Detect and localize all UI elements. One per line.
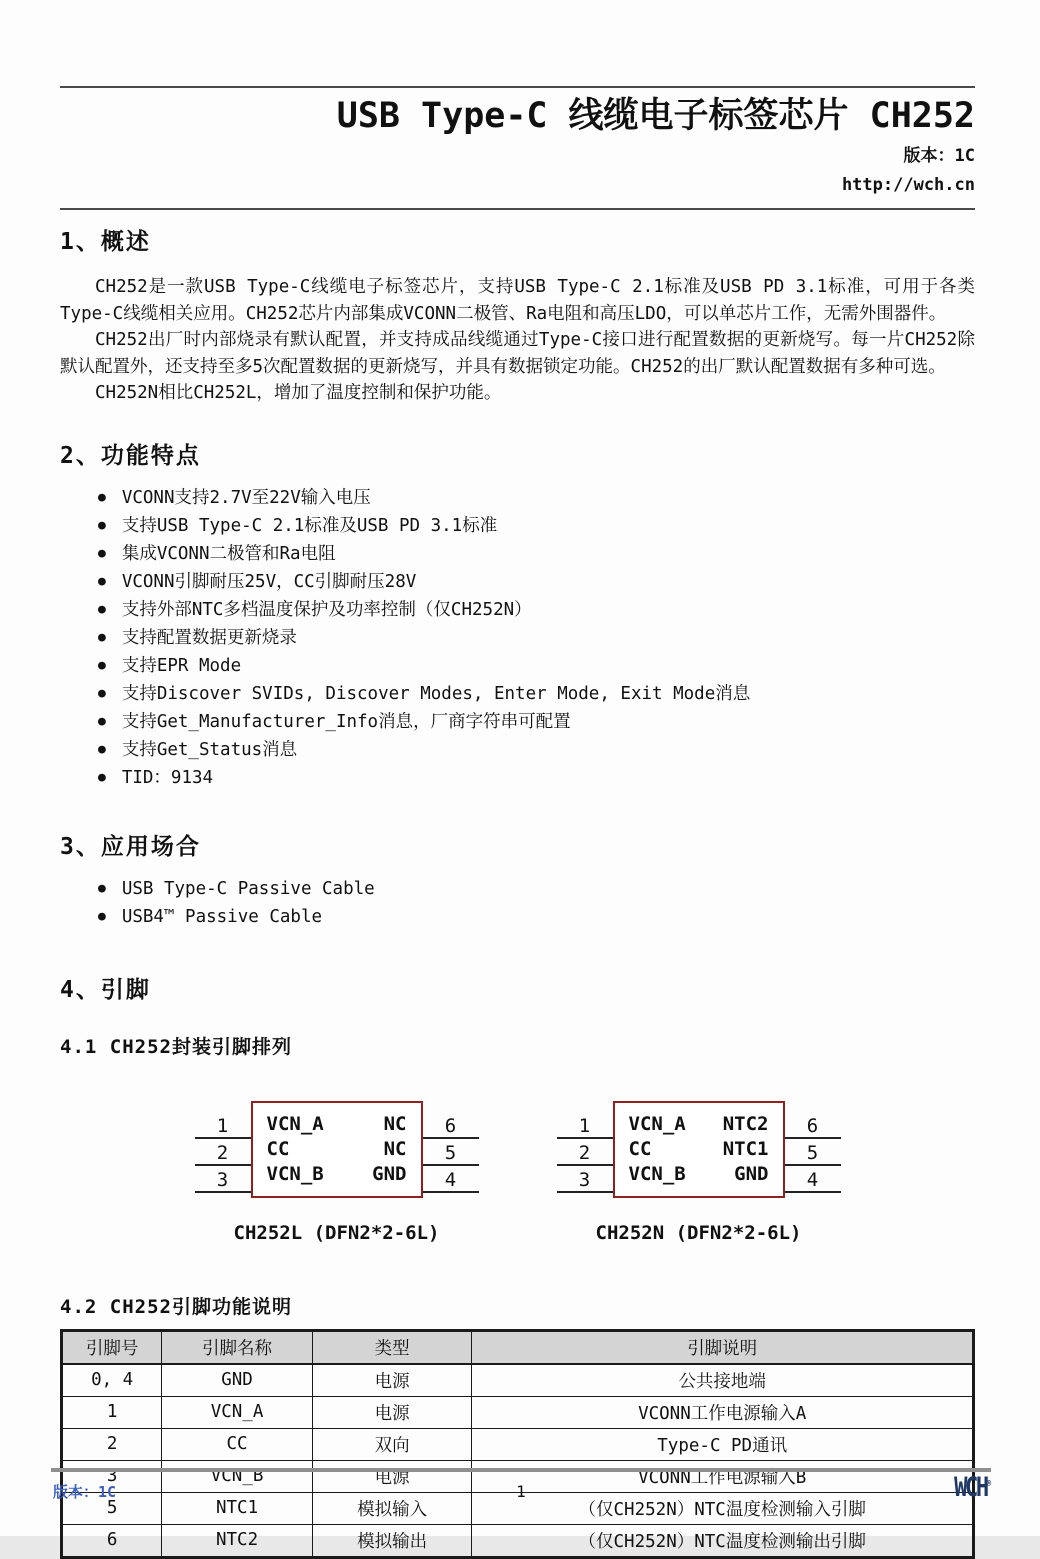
pin-label: GND bbox=[372, 1163, 407, 1185]
pin-number: 4 bbox=[423, 1168, 479, 1193]
cell-pin-name: NTC2 bbox=[162, 1524, 312, 1557]
pin-label: VCN_A bbox=[266, 1113, 324, 1135]
bullet-icon: ● bbox=[98, 685, 106, 701]
pin-label: CC bbox=[628, 1138, 652, 1160]
cell-pin-desc: （仅CH252N）NTC温度检测输出引脚 bbox=[472, 1524, 974, 1557]
feature-text: 集成VCONN二极管和Ra电阻 bbox=[121, 543, 336, 564]
pin-label: VCN_B bbox=[628, 1163, 686, 1185]
pin-label: CC bbox=[266, 1138, 290, 1160]
cell-pin-desc: 公共接地端 bbox=[472, 1364, 974, 1397]
pin-number: 2 bbox=[195, 1141, 251, 1166]
bullet-icon: ● bbox=[98, 517, 106, 533]
cell-pin-type: 双向 bbox=[312, 1428, 472, 1460]
footer-version: 版本：1C bbox=[53, 1483, 117, 1501]
cell-pin-name: NTC1 bbox=[162, 1492, 312, 1524]
pin-label: GND bbox=[734, 1163, 769, 1185]
overview-paragraph: CH252是一款USB Type-C线缆电子标签芯片，支持USB Type-C 2.1标准及USB PD 3.1标准，可用于各类Type-C线缆相关应用。CH252芯片内部集成VCONN二极管、Ra电阻和高压LDO，可以单芯片工作，无需外围器件。 bbox=[60, 277, 975, 324]
website-link[interactable]: http://wch.cn bbox=[841, 175, 975, 196]
cell-pin-number: 0, 4 bbox=[62, 1364, 162, 1397]
list-item bbox=[98, 764, 975, 792]
pin-label: VCN_B bbox=[266, 1163, 324, 1185]
pin-function-table bbox=[60, 1329, 975, 1559]
feature-text: 支持EPR Mode bbox=[121, 655, 242, 676]
bullet-icon: ● bbox=[98, 573, 106, 589]
pin-label: NTC1 bbox=[722, 1138, 769, 1160]
list-item bbox=[98, 736, 975, 764]
left-pin-numbers bbox=[195, 1114, 251, 1195]
cell-pin-type: 模拟输出 bbox=[312, 1524, 472, 1557]
pin-number: 6 bbox=[423, 1114, 479, 1139]
list-item bbox=[98, 680, 975, 708]
pin-label: NC bbox=[383, 1138, 407, 1160]
cell-pin-type: 模拟输入 bbox=[312, 1492, 472, 1524]
pin-number: 3 bbox=[195, 1168, 251, 1193]
registered-mark-icon: ® bbox=[986, 1479, 991, 1489]
pin-diagram-ch252l bbox=[195, 1101, 479, 1244]
table-row bbox=[62, 1428, 974, 1460]
overview-paragraph: CH252出厂时内部烧录有默认配置，并支持成品线缆通过Type-C接口进行配置数据的更新烧写。每一片CH252除默认配置外，还支持至多5次配置数据的更新烧写，并具有数据锁定功能。CH252的出厂默认配置数据有多种可选。 bbox=[60, 330, 975, 377]
bullet-icon: ● bbox=[98, 629, 106, 645]
page-number: 1 bbox=[516, 1482, 526, 1501]
bullet-icon: ● bbox=[98, 601, 106, 617]
pin-number: 6 bbox=[785, 1114, 841, 1139]
pin-label: NTC2 bbox=[722, 1113, 769, 1135]
table-row bbox=[62, 1396, 974, 1428]
bullet-icon: ● bbox=[98, 489, 106, 505]
list-item bbox=[98, 484, 975, 512]
column-header: 引脚号 bbox=[62, 1330, 162, 1364]
section-overview-heading: 1、概述 bbox=[60, 229, 151, 255]
cell-pin-name: VCN_B bbox=[162, 1460, 312, 1492]
cell-pin-number: 6 bbox=[62, 1524, 162, 1557]
cell-pin-desc: VCONN工作电源输入B bbox=[472, 1460, 974, 1492]
pin-number: 2 bbox=[557, 1141, 613, 1166]
version-label: 版本：1C bbox=[903, 145, 975, 166]
wch-logo-text: WCH bbox=[953, 1472, 987, 1503]
list-item bbox=[98, 568, 975, 596]
cell-pin-number: 1 bbox=[62, 1396, 162, 1428]
header-rule bbox=[60, 208, 975, 210]
page-footer bbox=[51, 1468, 991, 1504]
section-applications-heading: 3、应用场合 bbox=[60, 833, 201, 860]
application-text: USB Type-C Passive Cable bbox=[121, 878, 375, 899]
section-pins-heading: 4、引脚 bbox=[60, 976, 151, 1003]
feature-text: 支持外部NTC多档温度保护及功率控制（仅CH252N） bbox=[121, 599, 532, 620]
column-header: 引脚说明 bbox=[472, 1330, 974, 1364]
pin-diagram-ch252n bbox=[557, 1101, 841, 1244]
cell-pin-number: 3 bbox=[62, 1460, 162, 1492]
column-header: 类型 bbox=[312, 1330, 472, 1364]
bullet-icon: ● bbox=[98, 545, 106, 561]
pin-number: 1 bbox=[195, 1114, 251, 1139]
cell-pin-desc: （仅CH252N）NTC温度检测输入引脚 bbox=[472, 1492, 974, 1524]
footer-rule bbox=[51, 1468, 991, 1472]
overview-paragraph: CH252N相比CH252L，增加了温度控制和保护功能。 bbox=[95, 383, 502, 403]
list-item bbox=[98, 903, 975, 931]
applications-list bbox=[98, 875, 975, 931]
cell-pin-name: VCN_A bbox=[162, 1396, 312, 1428]
cell-pin-type: 电源 bbox=[312, 1460, 472, 1492]
list-item bbox=[98, 708, 975, 736]
pin-function-heading: 4.2 CH252引脚功能说明 bbox=[60, 1295, 292, 1318]
table-row bbox=[62, 1364, 974, 1397]
bullet-icon: ● bbox=[98, 657, 106, 673]
pin-number: 5 bbox=[423, 1141, 479, 1166]
pin-number: 1 bbox=[557, 1114, 613, 1139]
cell-pin-type: 电源 bbox=[312, 1396, 472, 1428]
right-pin-numbers bbox=[423, 1114, 479, 1195]
cell-pin-desc: VCONN工作电源输入A bbox=[472, 1396, 974, 1428]
column-header: 引脚名称 bbox=[162, 1330, 312, 1364]
feature-text: 支持配置数据更新烧录 bbox=[121, 627, 297, 648]
feature-text: 支持USB Type-C 2.1标准及USB PD 3.1标准 bbox=[121, 515, 498, 536]
pin-label: NC bbox=[383, 1113, 407, 1135]
chip-body-ch252n bbox=[613, 1101, 785, 1198]
page-title: USB Type-C 线缆电子标签芯片 CH252 bbox=[336, 96, 975, 136]
cell-pin-name: GND bbox=[162, 1364, 312, 1397]
pin-number: 5 bbox=[785, 1141, 841, 1166]
feature-text: TID：9134 bbox=[121, 767, 214, 788]
pin-number: 3 bbox=[557, 1168, 613, 1193]
section-features-heading: 2、功能特点 bbox=[60, 442, 201, 469]
list-item bbox=[98, 596, 975, 624]
list-item bbox=[98, 540, 975, 568]
package-pinout-heading: 4.1 CH252封装引脚排列 bbox=[60, 1035, 292, 1058]
cell-pin-type: 电源 bbox=[312, 1364, 472, 1397]
bullet-icon: ● bbox=[98, 908, 106, 924]
table-header-row bbox=[62, 1330, 974, 1364]
bullet-icon: ● bbox=[98, 769, 106, 785]
pin-label: VCN_A bbox=[628, 1113, 686, 1135]
chip-body-ch252l bbox=[251, 1101, 423, 1198]
list-item bbox=[98, 652, 975, 680]
feature-text: 支持Get_Manufacturer_Info消息，厂商字符串可配置 bbox=[121, 711, 571, 732]
left-pin-numbers bbox=[557, 1114, 613, 1195]
cell-pin-number: 2 bbox=[62, 1428, 162, 1460]
diagram-caption: CH252N (DFN2*2-6L) bbox=[595, 1221, 802, 1244]
application-text: USB4™ Passive Cable bbox=[121, 906, 323, 927]
right-pin-numbers bbox=[785, 1114, 841, 1195]
list-item bbox=[98, 512, 975, 540]
pin-number: 4 bbox=[785, 1168, 841, 1193]
bullet-icon: ● bbox=[98, 713, 106, 729]
top-rule bbox=[60, 86, 975, 88]
table-row bbox=[62, 1524, 974, 1557]
list-item bbox=[98, 875, 975, 903]
feature-text: 支持Discover SVIDs, Discover Modes, Enter Mode, Exit Mode消息 bbox=[121, 683, 751, 704]
diagram-caption: CH252L (DFN2*2-6L) bbox=[233, 1221, 440, 1244]
list-item bbox=[98, 624, 975, 652]
features-list bbox=[98, 484, 975, 792]
bullet-icon: ● bbox=[98, 880, 106, 896]
cell-pin-name: CC bbox=[162, 1428, 312, 1460]
feature-text: VCONN支持2.7V至22V输入电压 bbox=[121, 487, 371, 508]
feature-text: 支持Get_Status消息 bbox=[121, 739, 298, 760]
pin-diagrams bbox=[60, 1101, 975, 1244]
wch-logo bbox=[954, 1472, 991, 1503]
cell-pin-desc: Type-C PD通讯 bbox=[472, 1428, 974, 1460]
bullet-icon: ● bbox=[98, 741, 106, 757]
cell-pin-number: 5 bbox=[62, 1492, 162, 1524]
feature-text: VCONN引脚耐压25V，CC引脚耐压28V bbox=[121, 571, 417, 592]
